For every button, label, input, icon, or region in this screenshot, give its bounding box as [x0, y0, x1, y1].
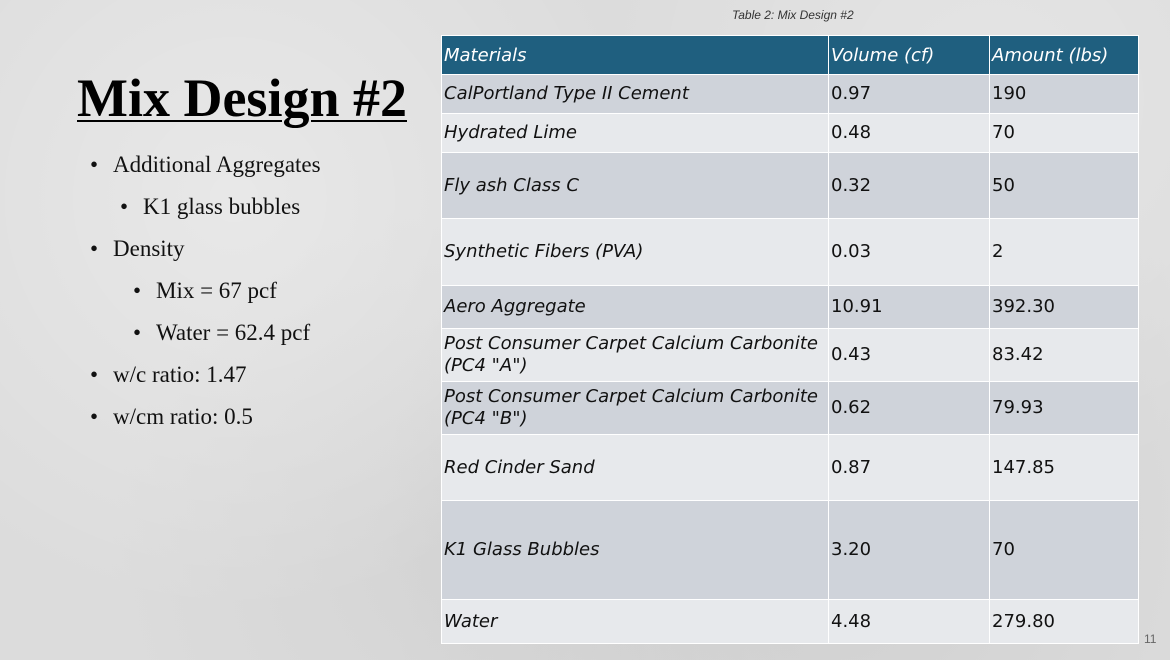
bullet-text: Additional Aggregates	[113, 152, 321, 177]
amount-cell: 147.85	[990, 435, 1139, 501]
table-row	[442, 286, 1139, 329]
mix-design-table	[441, 35, 1139, 644]
bullet-text: w/cm ratio: 0.5	[113, 404, 253, 429]
material-cell: CalPortland Type II Cement	[442, 75, 829, 114]
bullet-icon: •	[90, 152, 99, 177]
material-cell: Aero Aggregate	[442, 286, 829, 329]
bullet-text: K1 glass bubbles	[143, 194, 301, 219]
bullet-icon: •	[133, 278, 142, 303]
amount-cell: 50	[990, 153, 1139, 219]
header-volume: Volume (cf)	[829, 36, 990, 75]
material-cell: Post Consumer Carpet Calcium Carbonite (PC4 "A")	[442, 329, 829, 382]
page-number: 11	[1144, 632, 1157, 646]
bullet-icon: •	[120, 194, 129, 219]
table-row	[442, 219, 1139, 286]
volume-cell: 0.43	[829, 329, 990, 382]
bullet-item	[90, 402, 253, 432]
material-cell: Hydrated Lime	[442, 114, 829, 153]
bullet-item	[90, 234, 185, 264]
table-row	[442, 329, 1139, 382]
table-row	[442, 501, 1139, 600]
table-header-row	[442, 36, 1139, 75]
bullet-text: Water = 62.4 pcf	[156, 320, 311, 345]
bullet-text: Density	[113, 236, 185, 261]
table-row	[442, 435, 1139, 501]
table-row	[442, 75, 1139, 114]
volume-cell: 3.20	[829, 501, 990, 600]
amount-cell: 392.30	[990, 286, 1139, 329]
header-amount: Amount (lbs)	[990, 36, 1139, 75]
table-row	[442, 600, 1139, 644]
amount-cell: 2	[990, 219, 1139, 286]
sub-bullet-item	[120, 192, 300, 222]
volume-cell: 0.87	[829, 435, 990, 501]
bullet-icon: •	[90, 404, 99, 429]
bullet-item	[90, 150, 321, 180]
bullet-icon: •	[90, 362, 99, 387]
bullet-icon: •	[133, 320, 142, 345]
amount-cell: 279.80	[990, 600, 1139, 644]
material-cell: Post Consumer Carpet Calcium Carbonite (PC4 "B")	[442, 382, 829, 435]
table-row	[442, 382, 1139, 435]
bullet-icon: •	[90, 236, 99, 261]
amount-cell: 190	[990, 75, 1139, 114]
material-cell: Water	[442, 600, 829, 644]
amount-cell: 70	[990, 501, 1139, 600]
amount-cell: 70	[990, 114, 1139, 153]
bullet-item	[90, 360, 247, 390]
table-caption: Table 2: Mix Design #2	[732, 8, 854, 22]
header-materials: Materials	[442, 36, 829, 75]
volume-cell: 0.97	[829, 75, 990, 114]
volume-cell: 10.91	[829, 286, 990, 329]
sub-bullet-item	[133, 318, 310, 348]
amount-cell: 79.93	[990, 382, 1139, 435]
bullet-text: w/c ratio: 1.47	[113, 362, 247, 387]
material-cell: K1 Glass Bubbles	[442, 501, 829, 600]
table-row	[442, 114, 1139, 153]
material-cell: Synthetic Fibers (PVA)	[442, 219, 829, 286]
slide-title: Mix Design #2	[77, 68, 407, 128]
volume-cell: 0.32	[829, 153, 990, 219]
sub-bullet-item	[133, 276, 277, 306]
volume-cell: 4.48	[829, 600, 990, 644]
table-row	[442, 153, 1139, 219]
bullet-text: Mix = 67 pcf	[156, 278, 277, 303]
volume-cell: 0.48	[829, 114, 990, 153]
volume-cell: 0.62	[829, 382, 990, 435]
material-cell: Fly ash Class C	[442, 153, 829, 219]
material-cell: Red Cinder Sand	[442, 435, 829, 501]
amount-cell: 83.42	[990, 329, 1139, 382]
volume-cell: 0.03	[829, 219, 990, 286]
